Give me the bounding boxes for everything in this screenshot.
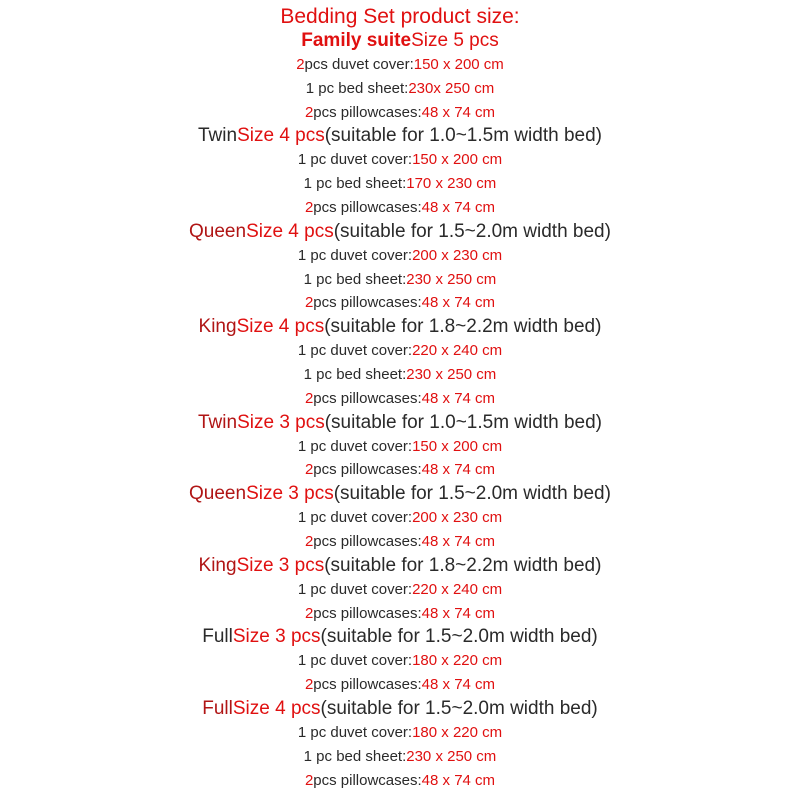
item-segment: 1 pc bed sheet:: [303, 175, 407, 193]
item-line: [0, 101, 800, 125]
item-segment: pcs pillowcases:: [313, 532, 422, 550]
item-line: [0, 673, 800, 697]
item-segment: 1 pc duvet cover:: [297, 437, 413, 455]
heading-segment: Size 3 pcs: [236, 554, 325, 576]
item-segment: 230 x 250 cm: [406, 270, 497, 288]
item-segment: 170 x 230 cm: [406, 175, 497, 193]
item-line: [0, 458, 800, 482]
heading-segment: Size 4 pcs: [232, 697, 321, 719]
size-heading: [0, 697, 800, 721]
item-segment: 230 x 250 cm: [406, 365, 497, 383]
item-segment: 230x 250 cm: [408, 79, 495, 97]
item-segment: 48 x 74 cm: [421, 771, 496, 789]
item-line: [0, 363, 800, 387]
item-segment: 1 pc duvet cover:: [297, 246, 413, 264]
heading-segment: Size 4 pcs: [237, 125, 325, 147]
item-segment: 1 pc bed sheet:: [303, 747, 407, 765]
heading-segment: Size 4 pcs: [246, 220, 334, 242]
item-segment: 2: [304, 461, 314, 479]
item-segment: 1 pc bed sheet:: [305, 79, 409, 97]
item-segment: 1 pc duvet cover:: [297, 151, 413, 169]
item-segment: 1 pc bed sheet:: [303, 270, 407, 288]
item-line: [0, 77, 800, 101]
item-line: [0, 435, 800, 459]
heading-segment: Size 4 pcs: [236, 316, 325, 338]
item-segment: 1 pc duvet cover:: [297, 580, 413, 598]
item-line: [0, 291, 800, 315]
page-title: Bedding Set product size:: [280, 5, 520, 28]
item-segment: pcs pillowcases:: [313, 103, 422, 121]
item-segment: 1 pc duvet cover:: [297, 342, 413, 360]
item-segment: 1 pc duvet cover:: [297, 652, 413, 670]
heading-segment: (suitable for 1.5~2.0m width bed): [333, 220, 611, 242]
heading-segment: Size 3 pcs: [237, 411, 325, 433]
item-segment: 180 x 220 cm: [412, 652, 503, 670]
size-heading: [0, 554, 800, 578]
heading-segment: Family suite: [301, 30, 412, 51]
item-segment: 48 x 74 cm: [421, 604, 496, 622]
heading-segment: Twin: [198, 125, 238, 147]
item-line: [0, 53, 800, 77]
item-segment: 200 x 230 cm: [412, 246, 503, 264]
size-heading: [0, 411, 800, 435]
item-segment: 48 x 74 cm: [421, 294, 496, 312]
item-segment: 1 pc duvet cover:: [297, 723, 413, 741]
heading-segment: (suitable for 1.0~1.5m width bed): [324, 125, 602, 147]
size-heading: [0, 315, 800, 339]
heading-segment: (suitable for 1.5~2.0m width bed): [320, 697, 598, 719]
item-line: [0, 339, 800, 363]
heading-segment: Queen: [189, 483, 247, 505]
heading-segment: (suitable for 1.5~2.0m width bed): [320, 626, 598, 648]
item-segment: 1 pc duvet cover:: [297, 509, 413, 527]
item-segment: pcs pillowcases:: [313, 198, 422, 216]
item-segment: pcs duvet cover:: [304, 56, 414, 73]
item-segment: 48 x 74 cm: [421, 532, 496, 550]
item-segment: 230 x 250 cm: [406, 747, 497, 765]
item-line: [0, 721, 800, 745]
heading-segment: (suitable for 1.8~2.2m width bed): [324, 316, 602, 338]
size-heading: [0, 625, 800, 649]
item-segment: 48 x 74 cm: [421, 103, 496, 121]
item-segment: 180 x 220 cm: [412, 723, 503, 741]
item-line: [0, 769, 800, 793]
item-line: [0, 578, 800, 602]
item-segment: 200 x 230 cm: [412, 509, 503, 527]
item-line: [0, 506, 800, 530]
item-segment: pcs pillowcases:: [313, 389, 422, 407]
item-segment: pcs pillowcases:: [313, 294, 422, 312]
heading-segment: Size 3 pcs: [246, 483, 334, 505]
item-segment: 220 x 240 cm: [412, 580, 503, 598]
heading-segment: Twin: [198, 411, 238, 433]
item-segment: 2: [296, 56, 305, 73]
heading-segment: (suitable for 1.5~2.0m width bed): [333, 483, 611, 505]
item-line: [0, 745, 800, 769]
item-line: [0, 649, 800, 673]
item-line: [0, 244, 800, 268]
item-line: [0, 530, 800, 554]
item-line: [0, 148, 800, 172]
item-segment: 150 x 200 cm: [412, 151, 503, 169]
item-line: [0, 602, 800, 626]
item-segment: 220 x 240 cm: [412, 342, 503, 360]
item-segment: 150 x 200 cm: [413, 56, 504, 73]
item-segment: 150 x 200 cm: [412, 437, 503, 455]
heading-segment: Full: [202, 697, 233, 719]
item-line: [0, 172, 800, 196]
item-line: [0, 196, 800, 220]
item-segment: pcs pillowcases:: [313, 604, 422, 622]
item-line: [0, 387, 800, 411]
item-line: [0, 268, 800, 292]
size-sections: [0, 29, 800, 792]
item-segment: pcs pillowcases:: [313, 676, 422, 694]
item-segment: pcs pillowcases:: [313, 461, 422, 479]
item-segment: 48 x 74 cm: [421, 676, 496, 694]
heading-segment: King: [198, 316, 237, 338]
item-segment: 2: [304, 198, 314, 216]
size-heading: [0, 29, 800, 53]
item-segment: 2: [304, 771, 314, 789]
item-segment: 2: [304, 604, 314, 622]
item-segment: pcs pillowcases:: [313, 771, 422, 789]
size-heading: [0, 482, 800, 506]
item-segment: 2: [304, 532, 314, 550]
item-segment: 2: [304, 294, 314, 312]
item-segment: 2: [304, 389, 314, 407]
item-segment: 1 pc bed sheet:: [303, 365, 407, 383]
size-heading: [0, 220, 800, 244]
item-segment: 48 x 74 cm: [421, 198, 496, 216]
heading-segment: King: [198, 554, 237, 576]
heading-segment: (suitable for 1.0~1.5m width bed): [324, 411, 602, 433]
heading-segment: (suitable for 1.8~2.2m width bed): [324, 554, 602, 576]
item-segment: 48 x 74 cm: [421, 461, 496, 479]
heading-segment: Size 5 pcs: [411, 30, 499, 51]
size-heading: [0, 124, 800, 148]
item-segment: 48 x 74 cm: [421, 389, 496, 407]
heading-segment: Queen: [189, 220, 247, 242]
item-segment: 2: [304, 103, 314, 121]
item-segment: 2: [304, 676, 314, 694]
heading-segment: Size 3 pcs: [232, 626, 321, 648]
heading-segment: Full: [202, 626, 233, 648]
